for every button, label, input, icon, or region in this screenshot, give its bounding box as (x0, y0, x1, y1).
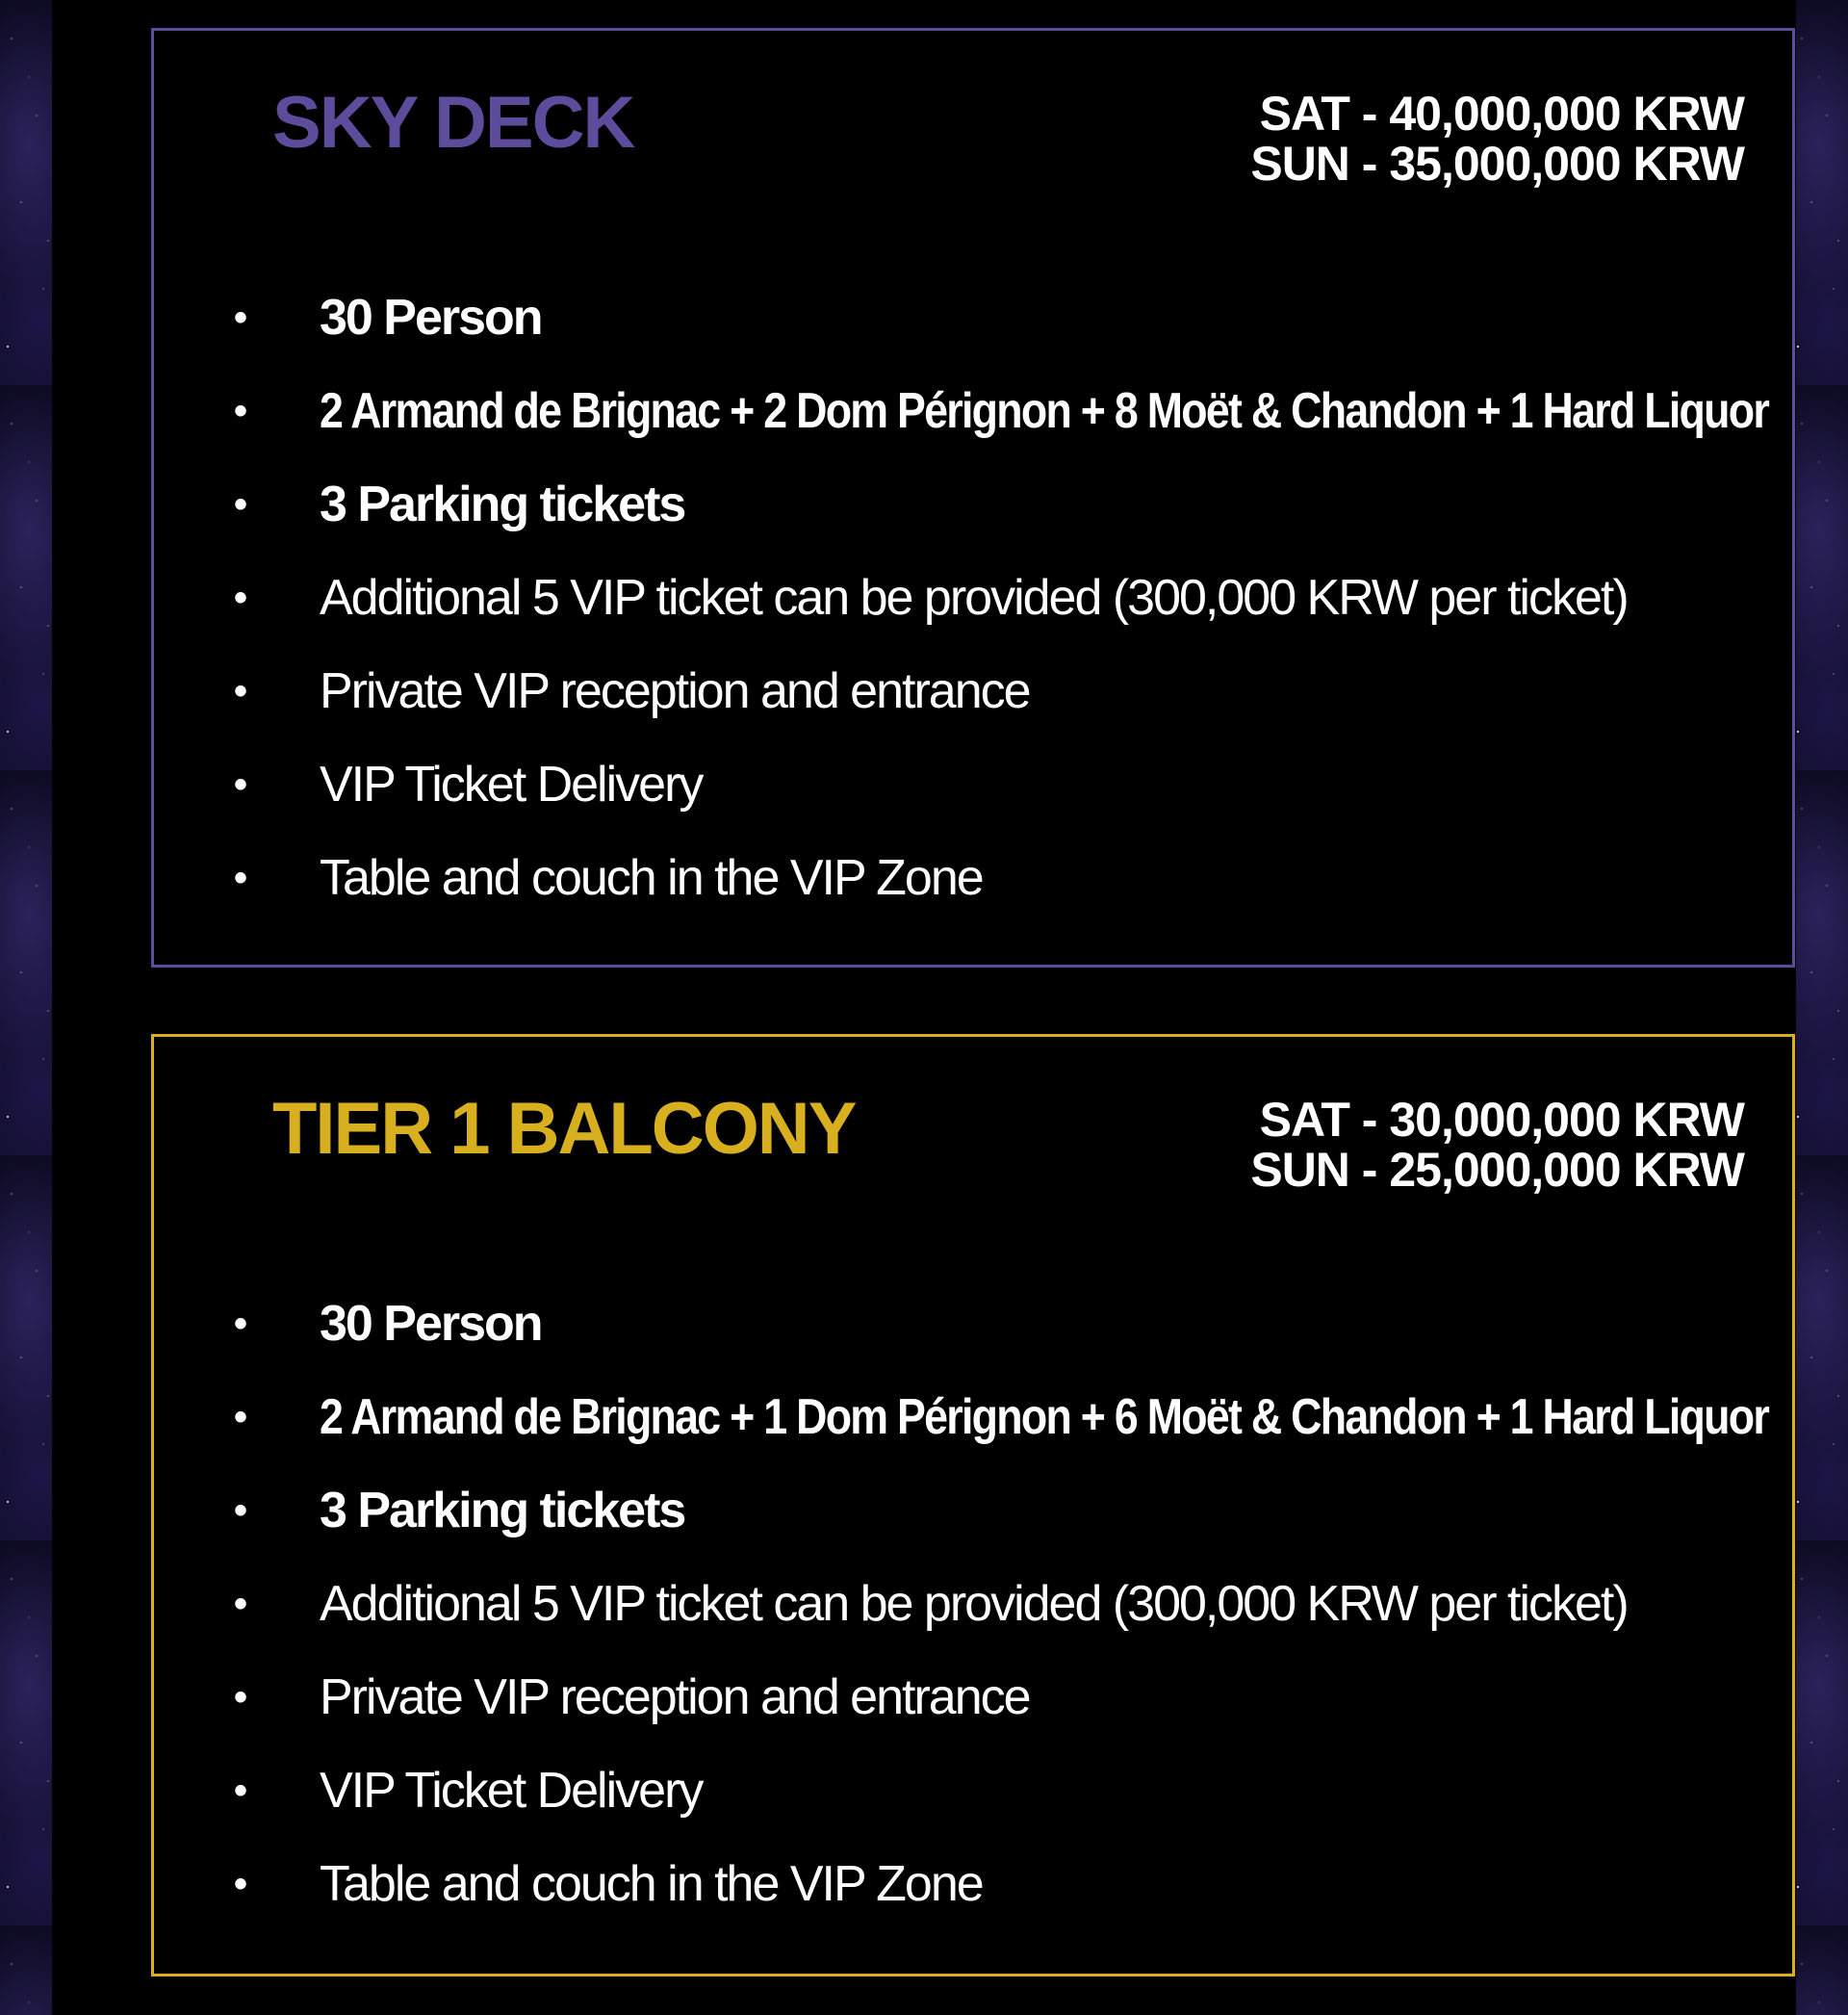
feature-text: 3 Parking tickets (320, 477, 685, 532)
feature-text: Private VIP reception and entrance (320, 663, 1030, 719)
sunday-price: SUN - 25,000,000 KRW (1250, 1143, 1744, 1197)
bullet-icon: • (234, 1770, 248, 1812)
feature-text: 30 Person (320, 1296, 542, 1352)
bullet-icon: • (234, 857, 248, 899)
feature-text: Table and couch in the VIP Zone (320, 850, 983, 906)
bullet-icon: • (234, 1676, 248, 1718)
bullet-icon: • (234, 1396, 248, 1438)
bullet-icon: • (234, 483, 248, 526)
feature-text: Additional 5 VIP ticket can be provided (300,000 KRW per ticket) (320, 570, 1628, 626)
price-list (1250, 89, 1744, 189)
package-title: SKY DECK (272, 82, 634, 164)
bullet-icon: • (234, 1863, 248, 1905)
tier-1-balcony-package-card (151, 1034, 1795, 1976)
feature-text: 2 Armand de Brignac + 1 Dom Pérignon + 6 Moët & Chandon + 1 Hard Liquor (320, 1389, 1769, 1445)
price-list (1250, 1095, 1744, 1195)
sky-deck-package-card (151, 28, 1795, 968)
bullet-icon: • (234, 297, 248, 339)
bullet-icon: • (234, 1489, 248, 1532)
bullet-icon: • (234, 1583, 248, 1625)
bullet-icon: • (234, 1303, 248, 1345)
feature-text: Private VIP reception and entrance (320, 1669, 1030, 1725)
bullet-icon: • (234, 390, 248, 432)
feature-text: 30 Person (320, 290, 542, 346)
bullet-icon: • (234, 577, 248, 619)
feature-text: Table and couch in the VIP Zone (320, 1856, 983, 1912)
bullet-icon: • (234, 670, 248, 712)
content-column (52, 0, 1796, 2015)
package-title: TIER 1 BALCONY (272, 1088, 856, 1170)
saturday-price: SAT - 30,000,000 KRW (1259, 1093, 1744, 1147)
feature-text: Additional 5 VIP ticket can be provided (300,000 KRW per ticket) (320, 1576, 1628, 1632)
feature-text: 2 Armand de Brignac + 2 Dom Pérignon + 8 Moët & Chandon + 1 Hard Liquor (320, 383, 1769, 439)
feature-text: VIP Ticket Delivery (320, 1763, 703, 1819)
sunday-price: SUN - 35,000,000 KRW (1250, 137, 1744, 191)
feature-text: 3 Parking tickets (320, 1483, 685, 1538)
saturday-price: SAT - 40,000,000 KRW (1259, 87, 1744, 141)
bullet-icon: • (234, 763, 248, 806)
feature-text: VIP Ticket Delivery (320, 757, 703, 813)
